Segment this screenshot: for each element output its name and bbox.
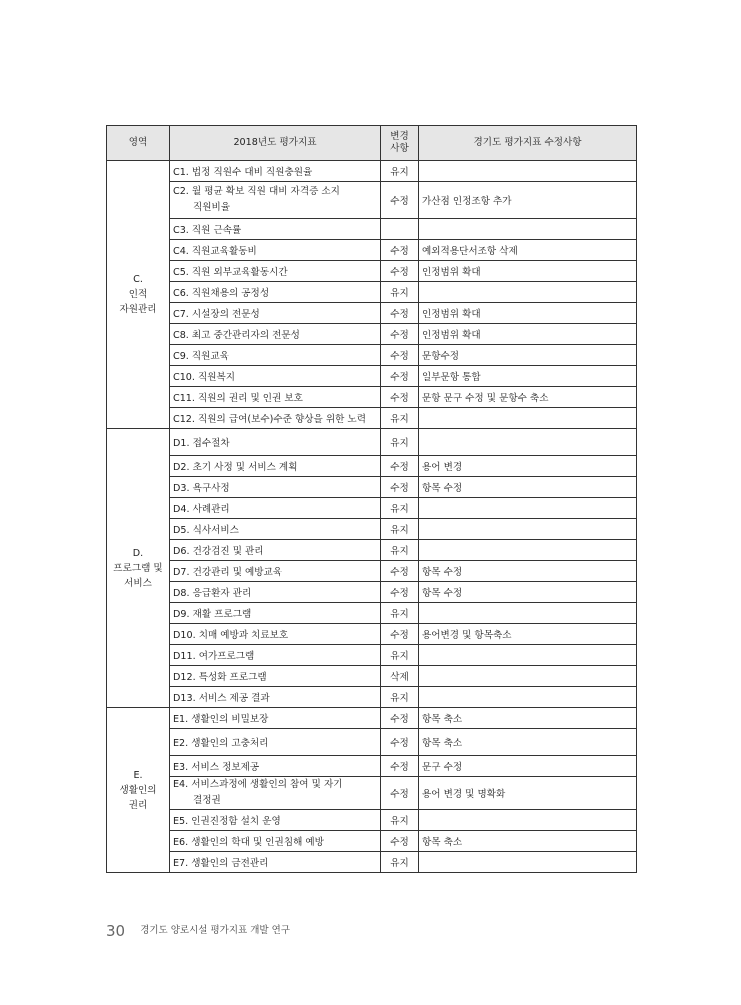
table-row <box>107 219 637 240</box>
change-cell <box>381 219 419 240</box>
modification-cell <box>419 603 637 624</box>
change-cell: 수정 <box>381 240 419 261</box>
change-cell: 유지 <box>381 429 419 456</box>
table-row <box>107 498 637 519</box>
table-row <box>107 756 637 777</box>
area-cell <box>107 708 170 873</box>
table-row <box>107 429 637 456</box>
indicator-cell: C5. 직원 외부교육활동시간 <box>170 261 381 282</box>
change-cell: 유지 <box>381 408 419 429</box>
area-name: 인적 <box>128 289 148 300</box>
modification-cell <box>419 429 637 456</box>
area-code: D. <box>132 547 144 559</box>
evaluation-indicator-table <box>106 125 637 873</box>
modification-cell <box>419 810 637 831</box>
modification-cell <box>419 645 637 666</box>
table-row <box>107 777 637 810</box>
indicator-cell: D13. 서비스 제공 결과 <box>170 687 381 708</box>
indicator-cell: C2. 월 평균 확보 직원 대비 자격증 소지 직원비율 <box>170 182 381 219</box>
change-cell: 수정 <box>381 756 419 777</box>
change-cell: 수정 <box>381 303 419 324</box>
indicator-cell: E6. 생활인의 학대 및 인권침해 예방 <box>170 831 381 852</box>
modification-cell: 예외적용단서조항 삭제 <box>419 240 637 261</box>
table-row <box>107 831 637 852</box>
area-name: 생활인의 <box>119 784 157 796</box>
area-name: 프로그램 및 <box>113 562 163 574</box>
modification-cell: 인정범위 확대 <box>419 324 637 345</box>
change-cell: 수정 <box>381 561 419 582</box>
modification-cell: 문구 수정 <box>419 756 637 777</box>
table-row <box>107 708 637 729</box>
table-row <box>107 345 637 366</box>
change-cell: 수정 <box>381 324 419 345</box>
table-row <box>107 687 637 708</box>
indicator-cell: C1. 법정 직원수 대비 직원충원율 <box>170 161 381 182</box>
indicator-cell: E4. 서비스과정에 생활인의 참여 및 자기 결정권 <box>170 777 381 810</box>
change-cell: 수정 <box>381 624 419 645</box>
indicator-cell: D10. 치매 예방과 치료보호 <box>170 624 381 645</box>
table-row <box>107 603 637 624</box>
table-row <box>107 519 637 540</box>
area-cell <box>107 429 170 708</box>
indicator-cell: C9. 직원교육 <box>170 345 381 366</box>
table-row <box>107 261 637 282</box>
table-row <box>107 582 637 603</box>
change-cell: 수정 <box>381 182 419 219</box>
header-modification: 경기도 평가지표 수정사항 <box>419 126 637 161</box>
indicator-cell: D12. 특성화 프로그램 <box>170 666 381 687</box>
change-cell: 수정 <box>381 456 419 477</box>
area-code: C. <box>133 274 143 285</box>
modification-cell: 항목 축소 <box>419 708 637 729</box>
area-code: E. <box>133 769 143 781</box>
table-row <box>107 852 637 873</box>
modification-cell: 항목 수정 <box>419 477 637 498</box>
change-cell: 삭제 <box>381 666 419 687</box>
page-number: 30 <box>106 922 126 940</box>
change-cell: 유지 <box>381 810 419 831</box>
change-cell: 유지 <box>381 161 419 182</box>
change-cell: 수정 <box>381 387 419 408</box>
table-row <box>107 303 637 324</box>
area-name: 자원관리 <box>119 304 157 315</box>
change-cell: 수정 <box>381 708 419 729</box>
indicator-cell: D9. 재활 프로그램 <box>170 603 381 624</box>
table-row <box>107 240 637 261</box>
change-cell: 수정 <box>381 582 419 603</box>
change-cell: 유지 <box>381 687 419 708</box>
footer-doc-title: 경기도 양로시설 평가지표 개발 연구 <box>140 925 290 936</box>
modification-cell: 용어변경 및 항목축소 <box>419 624 637 645</box>
page-footer <box>106 921 290 940</box>
indicator-cell: C4. 직원교육활동비 <box>170 240 381 261</box>
indicator-cell: E5. 인권진정함 설치 운영 <box>170 810 381 831</box>
table-row <box>107 408 637 429</box>
indicator-cell: D8. 응급환자 관리 <box>170 582 381 603</box>
indicator-cell: D7. 건강관리 및 예방교육 <box>170 561 381 582</box>
modification-cell: 인정범위 확대 <box>419 261 637 282</box>
change-cell: 수정 <box>381 477 419 498</box>
table-row <box>107 645 637 666</box>
area-name: 서비스 <box>124 577 152 589</box>
indicator-cell: C10. 직원복지 <box>170 366 381 387</box>
modification-cell: 문항수정 <box>419 345 637 366</box>
indicator-cell: E2. 생활인의 고충처리 <box>170 729 381 756</box>
indicator-cell: C7. 시설장의 전문성 <box>170 303 381 324</box>
indicator-cell: D1. 접수절차 <box>170 429 381 456</box>
modification-cell: 항목 수정 <box>419 582 637 603</box>
modification-cell <box>419 408 637 429</box>
modification-cell <box>419 219 637 240</box>
table-row <box>107 182 637 219</box>
modification-cell: 용어 변경 <box>419 456 637 477</box>
header-indicator: 2018년도 평가지표 <box>170 126 381 161</box>
table-row <box>107 387 637 408</box>
table-row <box>107 324 637 345</box>
table-body <box>107 161 637 873</box>
modification-cell <box>419 540 637 561</box>
indicator-cell: E7. 생활인의 금전관리 <box>170 852 381 873</box>
change-cell: 유지 <box>381 498 419 519</box>
table-row <box>107 729 637 756</box>
table-row <box>107 666 637 687</box>
modification-cell <box>419 161 637 182</box>
indicator-cell: C8. 최고 중간관리자의 전문성 <box>170 324 381 345</box>
table-row <box>107 540 637 561</box>
table-row <box>107 561 637 582</box>
indicator-cell: D2. 초기 사정 및 서비스 계획 <box>170 456 381 477</box>
table-row <box>107 366 637 387</box>
change-cell: 수정 <box>381 345 419 366</box>
area-name: 권리 <box>128 799 148 811</box>
change-cell: 유지 <box>381 282 419 303</box>
indicator-cell: C6. 직원채용의 공정성 <box>170 282 381 303</box>
table-row <box>107 456 637 477</box>
indicator-cell: D5. 식사서비스 <box>170 519 381 540</box>
table-row <box>107 810 637 831</box>
modification-cell: 문항 문구 수정 및 문항수 축소 <box>419 387 637 408</box>
modification-cell <box>419 852 637 873</box>
indicator-cell: D4. 사례관리 <box>170 498 381 519</box>
table-row <box>107 477 637 498</box>
indicator-cell: E3. 서비스 정보제공 <box>170 756 381 777</box>
change-cell: 수정 <box>381 729 419 756</box>
indicator-cell: C3. 직원 근속률 <box>170 219 381 240</box>
table-row <box>107 624 637 645</box>
change-cell: 수정 <box>381 777 419 810</box>
change-cell: 유지 <box>381 852 419 873</box>
indicator-cell: D3. 욕구사정 <box>170 477 381 498</box>
modification-cell: 가산점 인정조항 추가 <box>419 182 637 219</box>
indicator-cell: D6. 건강검진 및 관리 <box>170 540 381 561</box>
table-row <box>107 161 637 182</box>
modification-cell: 항목 수정 <box>419 561 637 582</box>
modification-cell <box>419 282 637 303</box>
change-cell: 유지 <box>381 519 419 540</box>
header-change: 변경 사항 <box>381 126 419 161</box>
change-cell: 유지 <box>381 540 419 561</box>
area-cell <box>107 161 170 429</box>
modification-cell: 용어 변경 및 명확화 <box>419 777 637 810</box>
indicator-cell: D11. 여가프로그램 <box>170 645 381 666</box>
change-cell: 유지 <box>381 603 419 624</box>
change-cell: 수정 <box>381 261 419 282</box>
indicator-cell: C11. 직원의 권리 및 인권 보호 <box>170 387 381 408</box>
table-row <box>107 282 637 303</box>
modification-cell <box>419 687 637 708</box>
modification-cell <box>419 498 637 519</box>
modification-cell: 인정범위 확대 <box>419 303 637 324</box>
indicator-cell: E1. 생활인의 비밀보장 <box>170 708 381 729</box>
modification-cell: 항목 축소 <box>419 831 637 852</box>
header-area: 영역 <box>107 126 170 161</box>
change-cell: 수정 <box>381 831 419 852</box>
change-cell: 수정 <box>381 366 419 387</box>
modification-cell: 항목 축소 <box>419 729 637 756</box>
table-header-row <box>107 126 637 161</box>
modification-cell: 일부문항 통합 <box>419 366 637 387</box>
modification-cell <box>419 519 637 540</box>
indicator-cell: C12. 직원의 급여(보수)수준 향상을 위한 노력 <box>170 408 381 429</box>
change-cell: 유지 <box>381 645 419 666</box>
modification-cell <box>419 666 637 687</box>
